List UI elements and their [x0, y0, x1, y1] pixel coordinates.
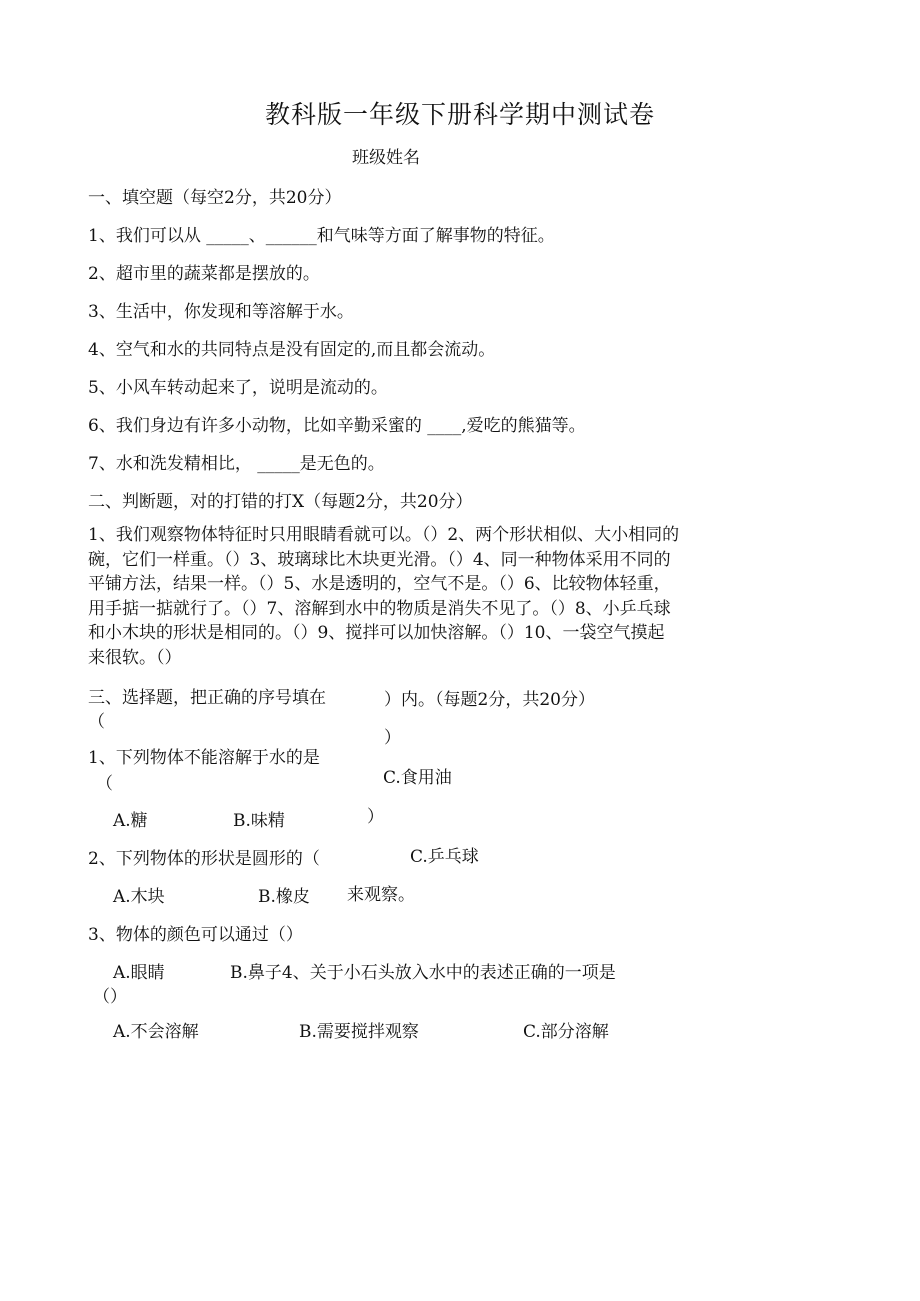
choice-q1-option-c: C.食用油 [383, 768, 452, 788]
section3-heading-part1: 三、选择题，把正确的序号填在 [88, 688, 326, 708]
choice-q3-option-b-and-question-4: B.鼻子4、关于小石头放入水中的表述正确的一项是 [230, 963, 616, 983]
choice-q4-option-a: A.不会溶解 [113, 1022, 199, 1042]
fill-question-5: 5、小风车转动起来了，说明是流动的。 [88, 378, 388, 398]
fill-question-4: 4、空气和水的共同特点是没有固定的,而且都会流动。 [88, 340, 496, 360]
section2-heading: 二、判断题，对的打错的打X（每题2分，共20分） [88, 492, 473, 512]
fill-question-1: 1、我们可以从 _____、______和气味等方面了解事物的特征。 [88, 226, 555, 246]
choice-q1-option-a: A.糖 [113, 811, 148, 831]
choice-q4-option-b: B.需要搅拌观察 [299, 1022, 419, 1042]
choice-question-2: 2、下列物体的形状是圆形的（ [88, 849, 320, 869]
section3-paren-close: ） [384, 728, 401, 748]
choice-q1-paren-close: ） [367, 807, 384, 827]
choice-q3-tail: 来观察。 [347, 885, 415, 905]
choice-q2-option-a: A.木块 [113, 887, 165, 907]
choice-q4-option-c: C.部分溶解 [523, 1022, 609, 1042]
fill-question-7: 7、水和洗发精相比， _____是无色的。 [88, 454, 385, 474]
choice-question-1: 1、下列物体不能溶解于水的是 [88, 748, 320, 768]
choice-q2-option-c: C.乒乓球 [410, 847, 479, 867]
class-name-line: 班级姓名 [352, 148, 420, 168]
section3-heading-part2: ）内。（每题2分，共20分） [384, 690, 595, 710]
section3-paren-open: （ [88, 712, 105, 732]
choice-q1-option-b: B.味精 [233, 811, 285, 831]
section1-heading: 一、填空题（每空2分，共20分） [88, 188, 342, 208]
choice-q1-paren-open: （ [96, 774, 113, 794]
choice-question-3: 3、物体的颜色可以通过（） [88, 925, 303, 945]
choice-q3-option-a: A.眼睛 [113, 963, 165, 983]
fill-question-6: 6、我们身边有许多小动物，比如辛勤采蜜的 ____,爱吃的熊猫等。 [88, 416, 586, 436]
fill-question-3: 3、生活中，你发现和等溶解于水。 [88, 302, 354, 322]
page-title: 教科版一年级下册科学期中测试卷 [264, 100, 655, 129]
judgement-questions: 1、我们观察物体特征时只用眼睛看就可以。（）2、两个形状相似、大小相同的碗，它们一样重。（）3、玻璃球比木块更光滑。（）4、同一种物体采用不同的平铺方法，结果一样。（）5、水是透明的，空气不是。（）6、比较物体轻重，用手掂一掂就行了。（）7、溶解到水中的物质是消失不见了。（）8、小乒乓球和小木块的形状是相同的。（）9、搅拌可以加快溶解。（）10、一袋空气摸起来很软。（） [88, 525, 680, 668]
choice-q2-option-b: B.橡皮 [258, 887, 310, 907]
fill-question-2: 2、超市里的蔬菜都是摆放的。 [88, 264, 320, 284]
choice-q4-paren: （） [93, 987, 127, 1007]
